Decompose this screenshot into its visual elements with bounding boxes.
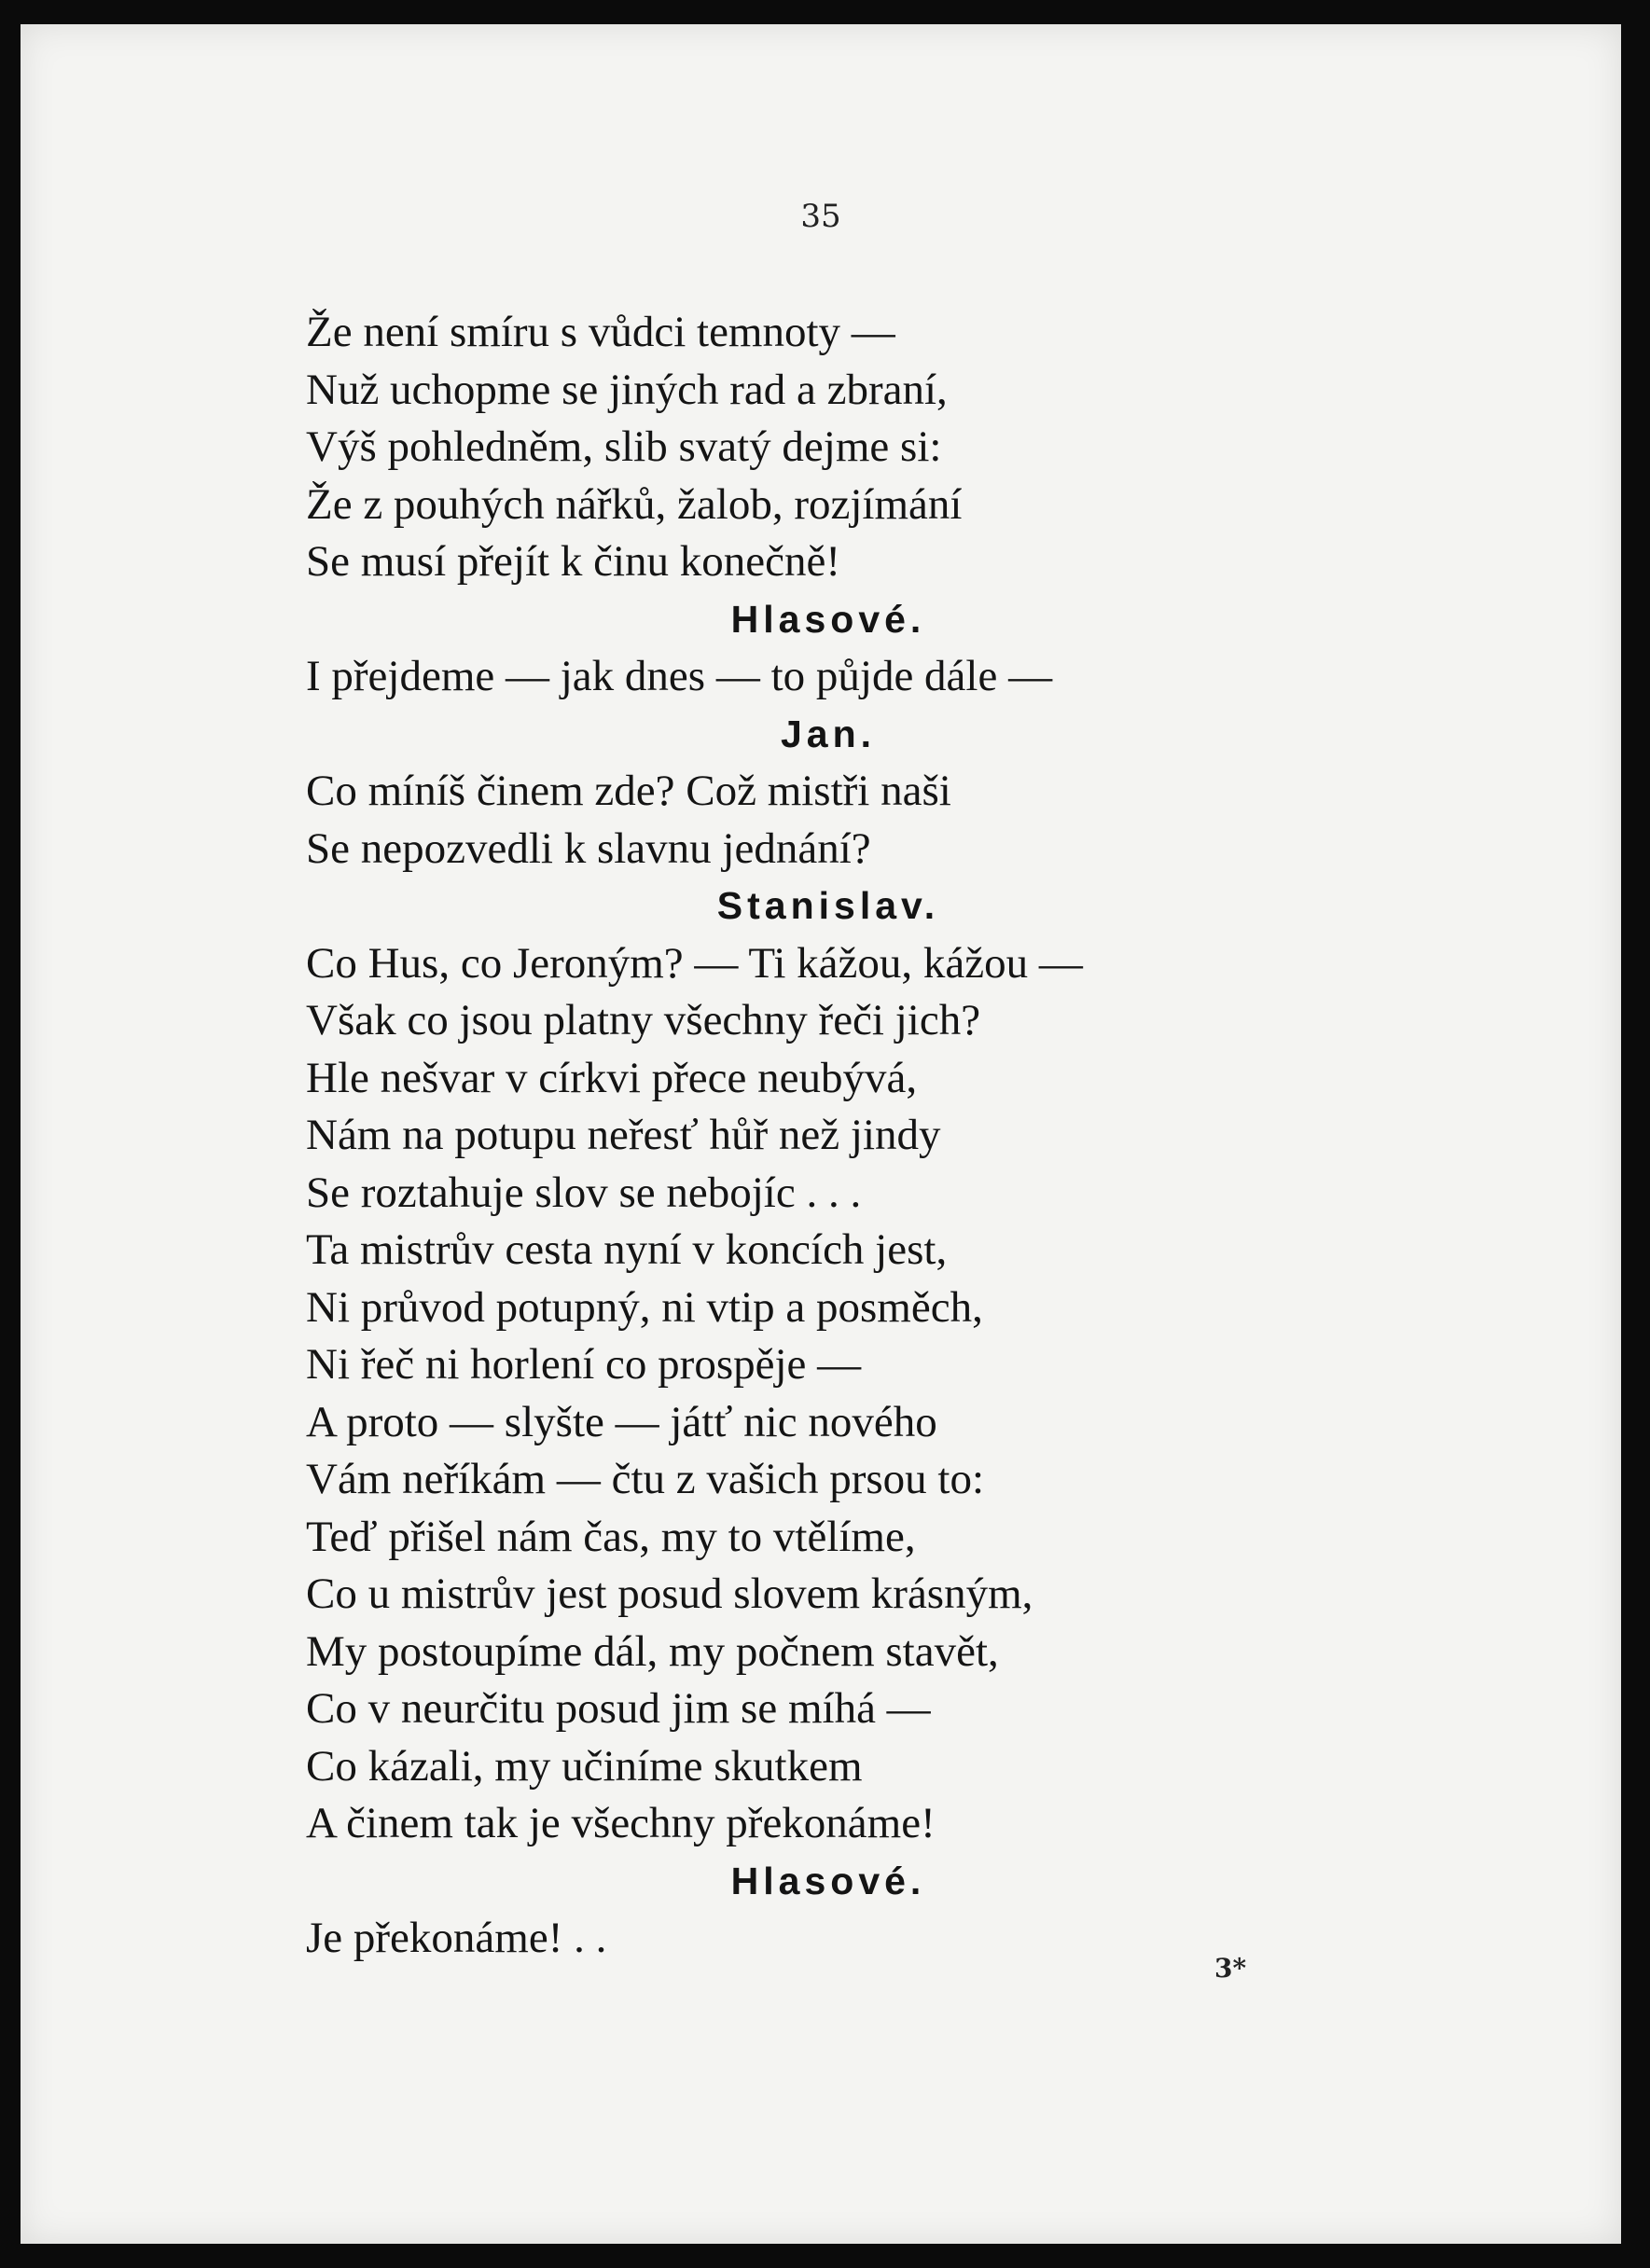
text-line: Co kázali, my učiníme skutkem	[306, 1741, 863, 1791]
text-line: Ni řeč ni horlení co prospěje —	[306, 1340, 862, 1389]
text-line: Nuž uchopme se jiných rad a zbraní,	[306, 365, 948, 414]
text-line: Se nepozvedli k slavnu jednání?	[306, 823, 871, 873]
text-line: My postoupíme dál, my počnem stavět,	[306, 1626, 999, 1676]
speaker-name: Hlasové.	[730, 1859, 926, 1902]
poem-text-block	[306, 304, 1295, 1968]
speaker-name: Hlasové.	[730, 597, 926, 641]
signature-mark: 3*	[1214, 1953, 1247, 1984]
text-line: Teď přišel nám čas, my to vtělíme,	[306, 1512, 916, 1561]
text-line: Se roztahuje slov se nebojíc . . .	[306, 1168, 862, 1217]
text-line: Ta mistrův cesta nyní v koncích jest,	[306, 1225, 948, 1274]
text-line: Výš pohledněm, slib svatý dejme si:	[306, 422, 942, 471]
speaker-name: Jan.	[780, 712, 877, 755]
text-line: A činem tak je všechny překonáme!	[306, 1799, 936, 1847]
text-line: Že není smíru s vůdci temnoty —	[306, 308, 895, 356]
text-line: Vám neříkám — čtu z vašich prsou to:	[306, 1455, 985, 1503]
text-line: Že z pouhých nářků, žalob, rozjímání	[306, 479, 963, 529]
text-line: Se musí přejít k činu konečně!	[306, 537, 840, 586]
page-number: 35	[800, 198, 841, 235]
text-line: Však co jsou platny všechny řeči jich?	[306, 996, 981, 1044]
text-line: Ni průvod potupný, ni vtip a posměch,	[306, 1282, 983, 1332]
book-page	[21, 24, 1621, 2244]
speaker-name: Stanislav.	[716, 884, 940, 927]
text-line: Hle nešvar v církvi přece neubývá,	[306, 1053, 918, 1102]
text-line: Je překonáme! . .	[306, 1914, 607, 1962]
text-line: Co Hus, co Jeroným? — Ti kážou, kážou —	[306, 938, 1083, 988]
text-line: Co v neurčitu posud jim se míhá —	[306, 1684, 931, 1733]
text-line: Co u mistrův jest posud slovem krásným,	[306, 1570, 1033, 1618]
text-line: Co míníš činem zde? Což mistři naši	[306, 767, 951, 815]
text-line: I přejdeme — jak dnes — to půjde dále —	[306, 652, 1053, 700]
text-line: Nám na potupu neřesť hůř než jindy	[306, 1111, 941, 1159]
text-line: A proto — slyšte — játť nic nového	[306, 1397, 937, 1446]
